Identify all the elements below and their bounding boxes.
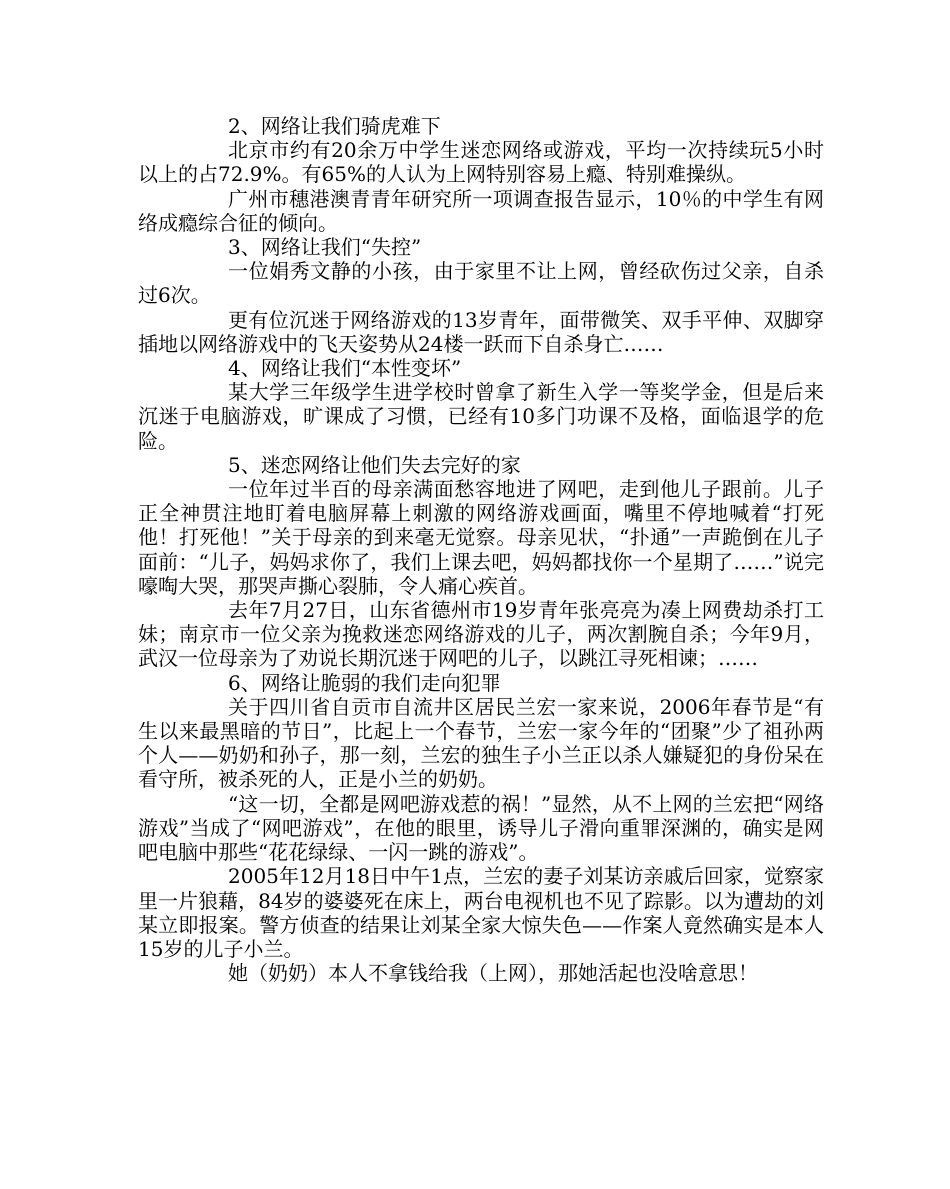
paragraph: 某大学三年级学生进学校时曾拿了新生入学一等奖学金，但是后来沉迷于电脑游戏，旷课成了习惯，已经有10多门功课不及格，面临退学的危险。 — [138, 380, 824, 453]
paragraph: 她（奶奶）本人不拿钱给我（上网），那她活起也没啥意思！ — [228, 961, 758, 986]
section-heading-5: 5、迷恋网络让他们失去完好的家 — [228, 452, 521, 477]
paragraph: “这一切，全都是网吧游戏惹的祸！”显然，从不上网的兰宏把“网络游戏”当成了“网吧游戏”，在他的眼里，诱导儿子滑向重罪深渊的，确实是网吧电脑中那些“花花绿绿、一闪一跳的游戏”。 — [138, 791, 824, 865]
section-heading-4: 4、网络让我们“本性变坏” — [228, 356, 462, 381]
paragraph: 广州市穗港澳青青年研究所一项调查报告显示，10％的中学生有网络成瘾综合征的倾向。 — [138, 186, 824, 235]
paragraph: 关于四川省自贡市自流井区居民兰宏一家来说，2006年春节是“有生以来最黑暗的节日”，比起上一个春节，兰宏一家今年的“团聚”少了祖孙两个人——奶奶和孙子，那一刻，兰宏的独生子小兰正以杀人嫌疑犯的身份呆在看守所，被杀死的人，正是小兰的奶奶。 — [138, 694, 824, 792]
paragraph: 去年7月27日，山东省德州市19岁青年张亮亮为凑上网费劫杀打工妹；南京市一位父亲为挽救迷恋网络游戏的儿子，两次割腕自杀；今年9月，武汉一位母亲为了劝说长期沉迷于网吧的儿子，以跳江寻死相谏；…… — [138, 598, 824, 671]
section-heading-3: 3、网络让我们“失控” — [228, 235, 422, 260]
document-body — [138, 114, 824, 985]
paragraph: 北京市约有20余万中学生迷恋网络或游戏，平均一次持续玩5小时以上的占72.9%。有65%的人认为上网特别容易上瘾、特别难操纵。 — [138, 138, 824, 187]
paragraph: 2005年12月18日中午1点，兰宏的妻子刘某访亲戚后回家，觉察家里一片狼藉，84岁的婆婆死在床上，两台电视机也不见了踪影。以为遭劫的刘某立即报案。警方侦查的结果让刘某全家大惊失色——作案人竟然确实是本人15岁的儿子小兰。 — [138, 864, 824, 961]
section-heading-6: 6、网络让脆弱的我们走向犯罪 — [228, 670, 501, 695]
section-heading-2: 2、网络让我们骑虎难下 — [228, 114, 441, 138]
paragraph: 更有位沉迷于网络游戏的13岁青年，面带微笑、双手平伸、双脚穿插地以网络游戏中的飞天姿势从24楼一跃而下自杀身亡…… — [138, 307, 824, 356]
paragraph: 一位年过半百的母亲满面愁容地进了网吧，走到他儿子跟前。儿子正全神贯注地盯着电脑屏幕上刺激的网络游戏画面，嘴里不停地喊着“打死他！打死他！”关于母亲的到来毫无觉察。母亲见状，“扑通”一声跪倒在儿子面前：“儿子，妈妈求你了，我们上课去吧，妈妈都找你一个星期了……”说完嚎啕大哭，那哭声撕心裂肺，令人痛心疾首。 — [138, 477, 824, 598]
paragraph: 一位娟秀文静的小孩，由于家里不让上网，曾经砍伤过父亲，自杀过6次。 — [138, 259, 824, 308]
